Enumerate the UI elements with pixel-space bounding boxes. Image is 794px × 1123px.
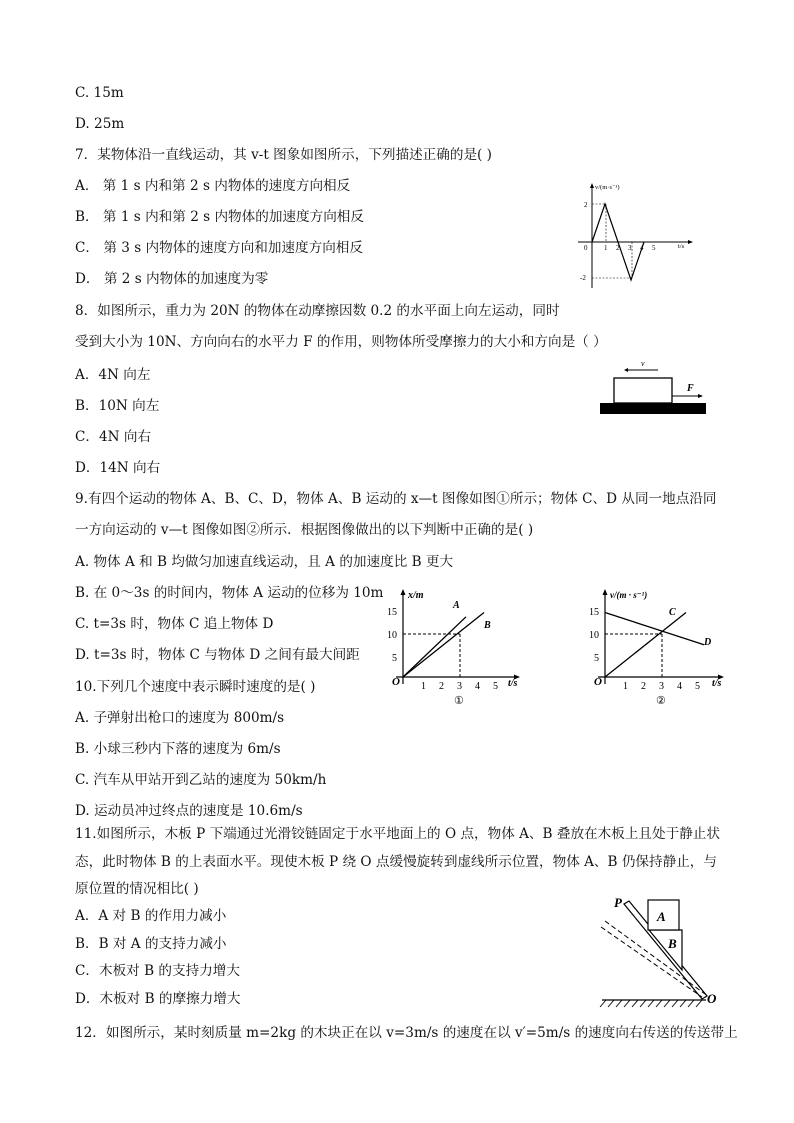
g1-xtick-2: 2 (439, 681, 444, 692)
q7-xtick-5: 5 (652, 244, 656, 252)
q7-vt-graph (570, 178, 700, 294)
q8-option-d: D．14N 向右 (75, 460, 161, 476)
q7-option-c: C． 第 3 s 内物体的速度方向和加速度方向相反 (75, 240, 363, 256)
g1-label-a: A (453, 600, 460, 611)
q7-option-a: A． 第 1 s 内和第 2 s 内物体的速度方向相反 (75, 178, 351, 194)
q9-option-d: D. t=3s 时，物体 C 与物体 D 之间有最大间距 (75, 647, 360, 663)
question-11-line1: 11.如图所示，木板 P 下端通过光滑铰链固定于水平地面上的 O 点，物体 A、B 叠放在木板上且处于静止状 (75, 826, 720, 842)
q8-ground (600, 403, 706, 414)
option-c-prev: C. 15m (75, 85, 124, 101)
q7-xtick-4: 4 (640, 244, 644, 252)
g2-ytick-10: 10 (589, 630, 599, 641)
question-7: 7．某物体沿一直线运动，其 v-t 图象如图所示，下列描述正确的是( ) (75, 147, 492, 163)
g2-xtick-2: 2 (641, 681, 646, 692)
question-10: 10.下列几个速度中表示瞬时速度的是( ) (75, 679, 316, 695)
question-11-line2: 态，此时物体 B 的上表面水平。现使木板 P 绕 O 点缓慢旋转到虚线所示位置，物体 A、B 仍保持静止，与 (75, 854, 717, 870)
g1-xlabel: t/s (508, 678, 518, 689)
g1-xtick-5: 5 (493, 681, 498, 692)
g2-label-c: C (669, 607, 676, 618)
g2-caption: ② (656, 695, 666, 706)
g1-line-b (403, 613, 484, 678)
q11-label-b: B (668, 936, 677, 951)
q8-option-a: A．4N 向左 (75, 367, 151, 383)
option-d-prev: D. 25m (75, 116, 125, 132)
q8-option-c: C．4N 向右 (75, 429, 152, 445)
q10-option-b: B. 小球三秒内下落的速度为 6m/s (75, 741, 281, 757)
q7-ylabel: v/(m·s⁻¹) (595, 184, 620, 191)
q8-block-figure (598, 356, 710, 420)
q7-xlabel: t/s (678, 243, 685, 250)
question-9-line2: 一方向运动的 v—t 图像如图②所示．根据图像做出的以下判断中正确的是( ) (75, 522, 534, 538)
q11-option-a: A．A 对 B 的作用力减小 (75, 908, 227, 924)
g2-xlabel: t/s (712, 678, 722, 689)
q10-option-c: C. 汽车从甲站开到乙站的速度为 50km/h (75, 772, 327, 788)
question-12: 12．如图所示，某时刻质量 m=2kg 的木块正在以 v=3m/s 的速度在以 v′=5m/s 的速度向右传送的传送带上 (75, 1025, 738, 1041)
g2-line-c (605, 613, 686, 678)
q7-ytick-2: 2 (584, 201, 588, 209)
g1-xtick-3: 3 (457, 681, 462, 692)
q9-option-c: C. t=3s 时，物体 C 追上物体 D (75, 616, 274, 632)
q11-option-b: B．B 对 A 的支持力减小 (75, 936, 227, 952)
q7-xtick-2: 2 (616, 244, 620, 252)
g2-ytick-5: 5 (594, 653, 599, 664)
g1-label-b: B (484, 620, 491, 631)
question-8-line2: 受到大小为 10N、方向向右的水平力 F 的作用，则物体所受摩擦力的大小和方向是（ ） (75, 334, 607, 350)
q11-label-p: P (614, 895, 622, 910)
q7-origin: 0 (584, 244, 588, 252)
g1-ytick-15: 15 (387, 607, 397, 618)
q7-ytick-neg2: -2 (580, 274, 586, 282)
g2-xtick-5: 5 (695, 681, 700, 692)
g1-ylabel: x/m (408, 590, 424, 601)
q11-option-c: C．木板对 B 的支持力增大 (75, 963, 240, 979)
q10-option-d: D. 运动员冲过终点的速度是 10.6m/s (75, 803, 303, 819)
q9-graph-1 (378, 588, 534, 706)
q9-graph-2 (586, 588, 736, 706)
g2-origin: O (594, 676, 602, 688)
g2-ytick-15: 15 (589, 607, 599, 618)
q9-option-b: B. 在 0～3s 的时间内，物体 A 运动的位移为 10m (75, 585, 384, 601)
q7-option-d: D． 第 2 s 内物体的加速度为零 (75, 271, 269, 287)
g1-ytick-10: 10 (387, 630, 397, 641)
q11-label-o: O (707, 991, 717, 1006)
g2-label-d: D (704, 637, 712, 648)
q7-option-b: B． 第 1 s 内和第 2 s 内物体的加速度方向相反 (75, 209, 364, 225)
g2-xtick-1: 1 (623, 681, 628, 692)
g1-ytick-5: 5 (392, 653, 397, 664)
g2-ylabel: v/(m · s⁻¹) (610, 590, 648, 600)
g2-line-d (605, 613, 704, 645)
g2-xtick-3: 3 (659, 681, 664, 692)
q10-option-a: A. 子弹射出枪口的速度为 800m/s (75, 710, 285, 726)
g1-line-a (403, 617, 466, 677)
q8-option-b: B．10N 向左 (75, 398, 160, 414)
question-11-line3: 原位置的情况相比( ) (75, 881, 199, 897)
q7-xtick-1: 1 (604, 244, 608, 252)
g1-xtick-1: 1 (421, 681, 426, 692)
g1-origin: O (392, 676, 400, 688)
question-8-line1: 8．如图所示，重力为 20N 的物体在动摩擦因数 0.2 的水平面上向左运动，同时 (75, 303, 560, 319)
q7-xtick-3: 3 (628, 244, 632, 252)
question-9-line1: 9.有四个运动的物体 A、B、C、D，物体 A、B 运动的 x—t 图像如图①所示；物体 C、D 从同一地点沿同 (75, 491, 717, 507)
g1-xtick-4: 4 (475, 681, 480, 692)
q8-velocity-label: v (641, 359, 645, 368)
g1-caption: ① (454, 695, 464, 706)
q11-board-figure (596, 893, 726, 1010)
q9-option-a: A. 物体 A 和 B 均做匀加速直线运动，且 A 的加速度比 B 更大 (75, 554, 454, 570)
g2-xtick-4: 4 (677, 681, 682, 692)
q11-option-d: D．木板对 B 的摩擦力增大 (75, 991, 241, 1007)
q8-force-label: F (687, 383, 694, 394)
q11-label-a: A (657, 909, 666, 924)
q8-block (614, 378, 672, 403)
